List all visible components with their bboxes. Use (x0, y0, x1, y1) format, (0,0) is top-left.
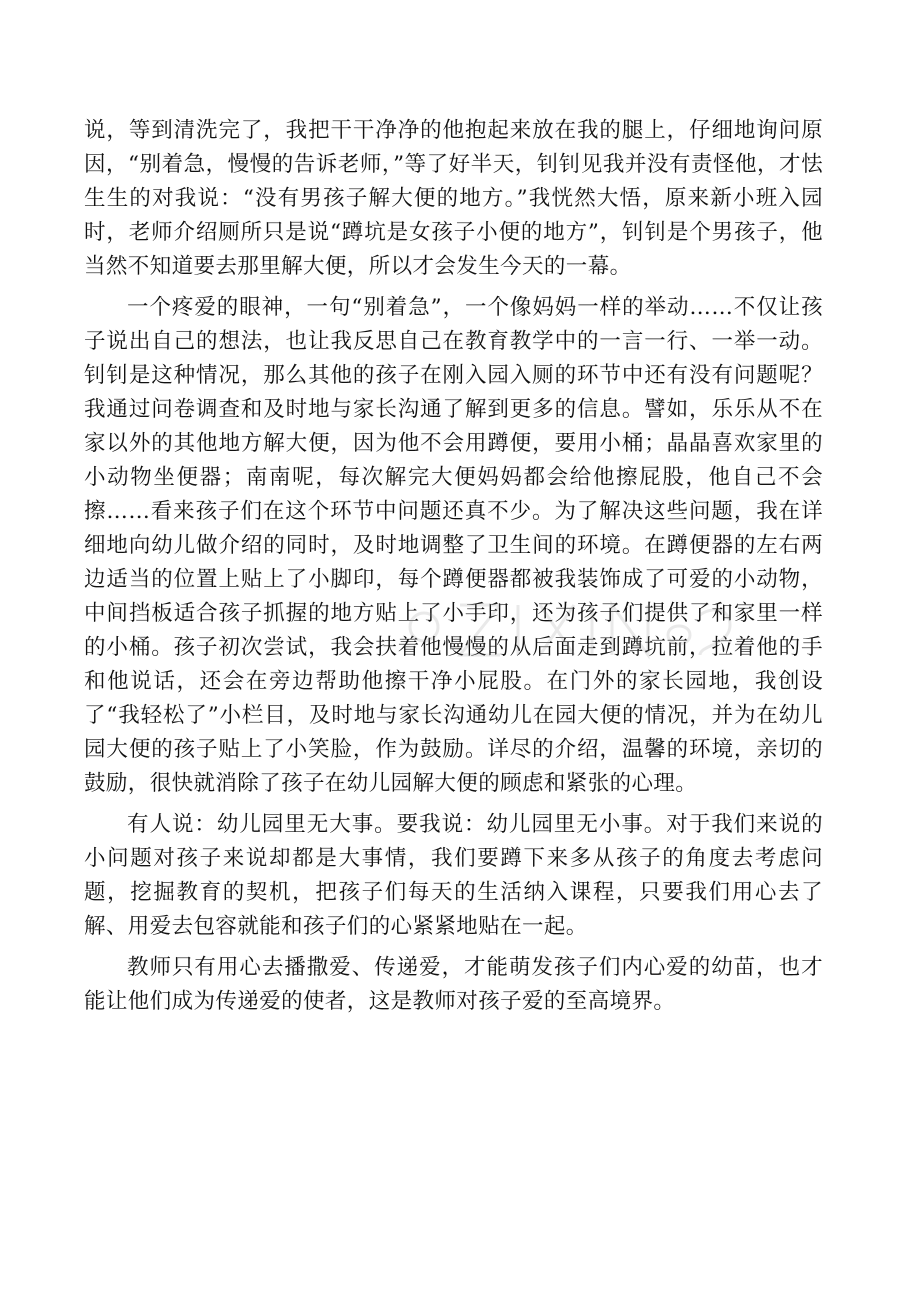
paragraph-4: 教师只有用心去播撒爱、传递爱，才能萌发孩子们内心爱的幼苗，也才能让他们成为传递爱的使者，这是教师对孩子爱的至高境界。 (84, 955, 823, 1014)
paragraph-1: 说，等到清洗完了，我把干干净净的他抱起来放在我的腿上，仔细地询问原因，“别着急，慢慢的告诉老师，”等了好半天，钊钊见我并没有责怪他，才怯生生的对我说：“没有男孩子解大便的地方。”我恍然大悟，原来新小班入园时，老师介绍厕所只是说“蹲坑是女孩子小便的地方”，钊钊是个男孩子，他当然不知道要去那里解大便，所以才会发生今天的一幕。 (84, 118, 823, 279)
paragraph-2: 一个疼爱的眼神，一句“别着急”，一个像妈妈一样的举动……不仅让孩子说出自己的想法，也让我反思自己在教育教学中的一言一行、一举一动。钊钊是这种情况，那么其他的孩子在刚入园入厕的环节中还有没有问题呢？我通过问卷调查和及时地与家长沟通了解到更多的信息。譬如，乐乐从不在家以外的其他地方解大便，因为他不会用蹲便，要用小桶；晶晶喜欢家里的小动物坐便器；南南呢，每次解完大便妈妈都会给他擦屁股，他自己不会擦……看来孩子们在这个环节中问题还真不少。为了解决这些问题，我在详细地向幼儿做介绍的同时，及时地调整了卫生间的环境。在蹲便器的左右两边适当的位置上贴上了小脚印，每个蹲便器都被我装饰成了可爱的小动物，中间挡板适合孩子抓握的地方贴上了小手印，还为孩子们提供了和家里一样的小桶。孩子初次尝试，我会扶着他慢慢的从后面走到蹲坑前，拉着他的手和他说话，还会在旁边帮助他擦干净小屁股。在门外的家长园地，我创设了“我轻松了”小栏目，及时地与家长沟通幼儿在园大便的情况，并为在幼儿园大便的孩子贴上了小笑脸，作为鼓励。详尽的介绍，温馨的环境，亲切的鼓励，很快就消除了孩子在幼儿园解大便的顾虑和紧张的心理。 (84, 295, 823, 796)
paragraph-3: 有人说：幼儿园里无大事。要我说：幼儿园里无小事。对于我们来说的小问题对孩子来说却都是大事情，我们要蹲下来多从孩子的角度去考虑问题，挖掘教育的契机，把孩子们每天的生活纳入课程，只要我们用心去了解、用爱去包容就能和孩子们的心紧紧地贴在一起。 (84, 812, 823, 939)
